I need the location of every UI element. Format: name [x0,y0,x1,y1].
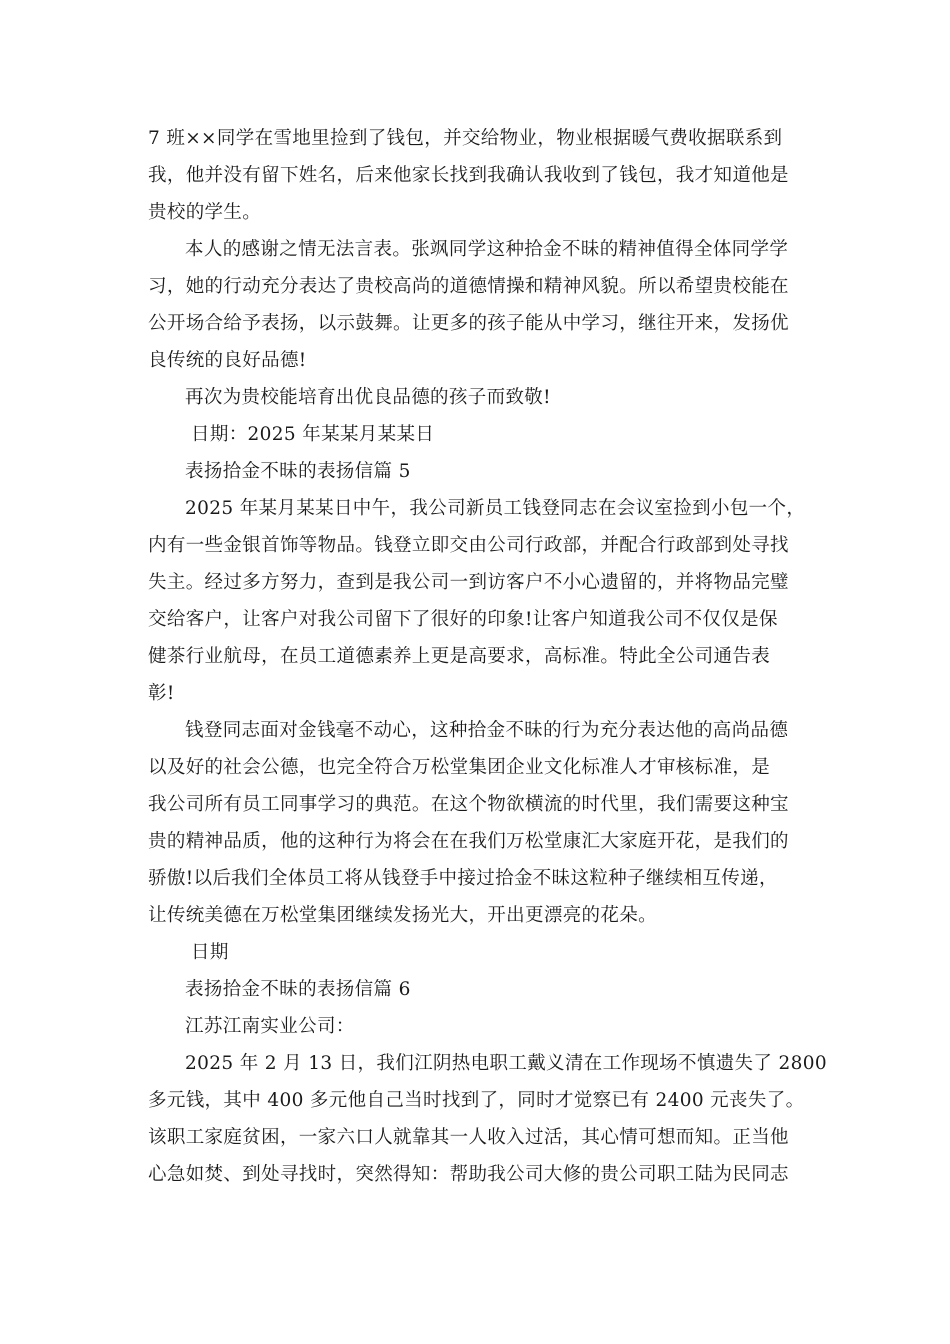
body-line: 彰! [148,683,175,704]
section-heading: 表扬拾金不昧的表扬信篇 5 [185,461,411,482]
body-line: 7 班××同学在雪地里捡到了钱包，并交给物业，物业根据暖气费收据联系到 [148,128,783,149]
body-line: 贵的精神品质，他的这种行为将会在在我们万松堂康汇大家庭开花，是我们的 [148,831,789,852]
paragraph-start-line: 2025 年 2 月 13 日，我们江阴热电职工戴义清在工作现场不慎遗失了 2800 [185,1053,827,1074]
body-line: 贵校的学生。 [148,202,262,223]
section-heading: 表扬拾金不昧的表扬信篇 6 [185,979,411,1000]
paragraph-start-line: 2025 年某月某某日中午，我公司新员工钱登同志在会议室捡到小包一个， [185,498,806,519]
salutation-line: 江苏江南实业公司： [185,1016,355,1037]
paragraph-start-line: 本人的感谢之情无法言表。张飒同学这种拾金不昧的精神值得全体同学学 [185,239,789,260]
body-line: 我，他并没有留下姓名，后来他家长找到我确认我收到了钱包，我才知道他是 [148,165,789,186]
body-line: 交给客户，让客户对我公司留下了很好的印象!让客户知道我公司不仅仅是保 [148,609,778,630]
body-line: 以及好的社会公德，也完全符合万松堂集团企业文化标准人才审核标准，是 [148,757,771,778]
body-line: 多元钱，其中 400 多元他自己当时找到了，同时才觉察已有 2400 元丧失了。 [148,1090,805,1111]
body-line: 良传统的良好品德! [148,350,307,371]
paragraph-start-line: 再次为贵校能培育出优良品德的孩子而致敬! [185,387,551,408]
body-line: 健茶行业航母，在员工道德素养上更是高要求，高标准。特此全公司通告表 [148,646,771,667]
date-line: 日期：2025 年某某月某某日 [191,424,435,445]
body-line: 失主。经过多方努力，查到是我公司一到访客户不小心遗留的，并将物品完璧 [148,572,789,593]
body-line: 让传统美德在万松堂集团继续发扬光大，开出更漂亮的花朵。 [148,905,657,926]
body-line: 习，她的行动充分表达了贵校高尚的道德情操和精神风貌。所以希望贵校能在 [148,276,789,297]
body-line: 我公司所有员工同事学习的典范。在这个物欲横流的时代里，我们需要这种宝 [148,794,789,815]
body-line: 内有一些金银首饰等物品。钱登立即交由公司行政部，并配合行政部到处寻找 [148,535,789,556]
document-body [148,120,827,1193]
body-line: 心急如焚、到处寻找时，突然得知：帮助我公司大修的贵公司职工陆为民同志 [148,1164,789,1185]
body-line: 公开场合给予表扬，以示鼓舞。让更多的孩子能从中学习，继往开来，发扬优 [148,313,789,334]
date-line: 日期 [191,942,229,963]
body-line: 该职工家庭贫困，一家六口人就靠其一人收入过活，其心情可想而知。正当他 [148,1127,789,1148]
body-line: 骄傲!以后我们全体员工将从钱登手中接过拾金不昧这粒种子继续相互传递， [148,868,778,889]
paragraph-start-line: 钱登同志面对金钱毫不动心，这种拾金不昧的行为充分表达他的高尚品德 [185,720,789,741]
